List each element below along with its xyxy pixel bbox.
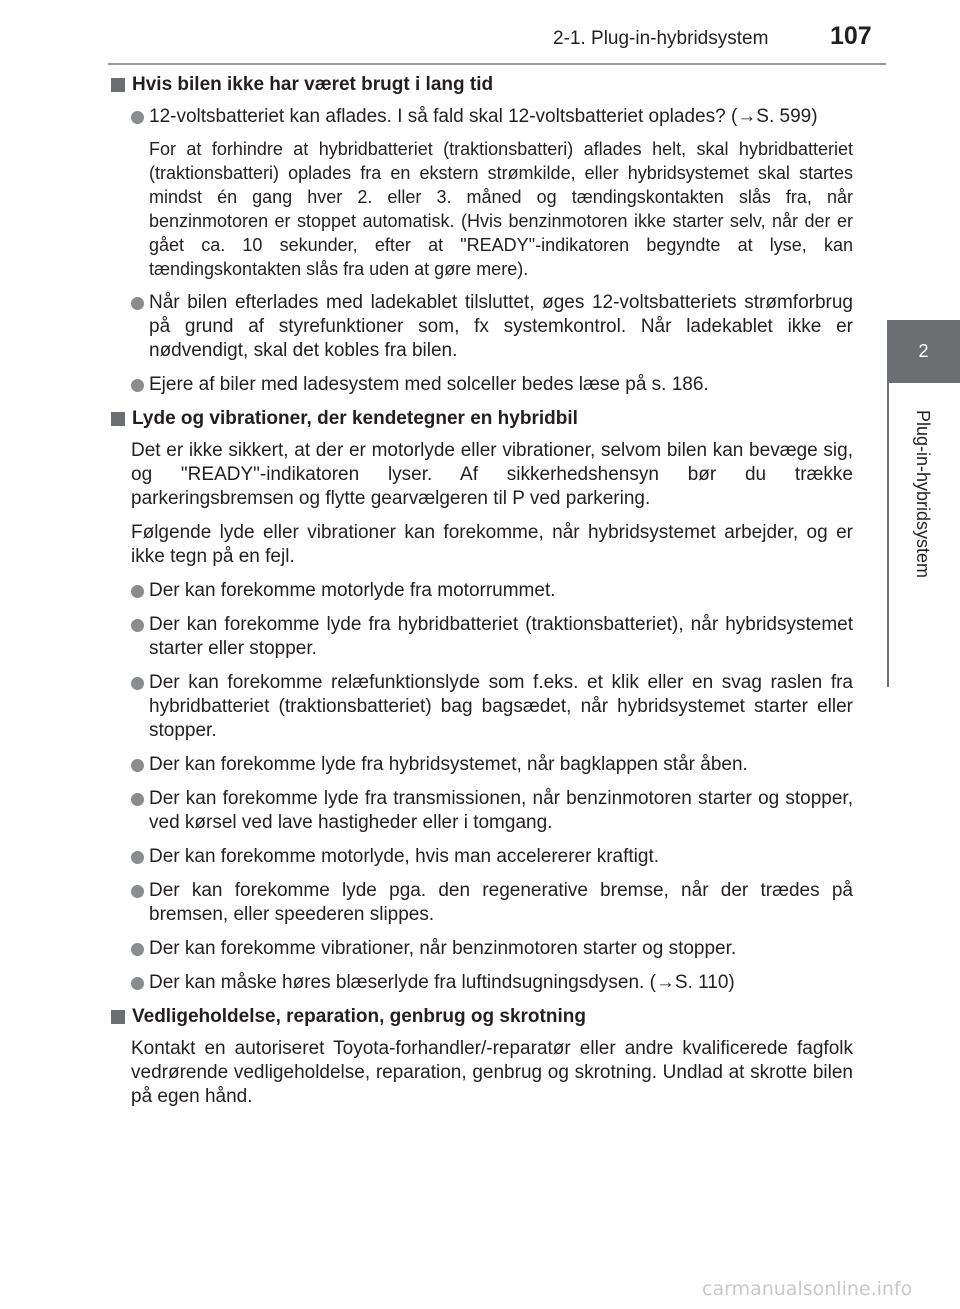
list-item: Der kan forekomme lyde fra hybridsystemet, når bagklappen står åben.	[111, 753, 853, 777]
page-number: 107	[830, 22, 872, 50]
list-item: Der kan forekomme vibrationer, når benzinmotoren starter og stopper.	[111, 937, 853, 961]
round-bullet-icon	[131, 379, 144, 392]
section-heading: Vedligeholdelse, reparation, genbrug og skrotning	[111, 1005, 853, 1029]
section-heading: Hvis bilen ikke har været brugt i lang tid	[111, 73, 853, 97]
section-title: 2-1. Plug-in-hybridsystem	[553, 28, 769, 49]
section-heading: Lyde og vibrationer, der kendetegner en hybridbil	[111, 407, 853, 431]
chapter-tab	[887, 320, 960, 383]
round-bullet-icon	[131, 943, 144, 956]
list-item: Når bilen efterlades med ladekablet tilsluttet, øges 12-voltsbatteriets strømforbrug på grund af styrefunktioner som, fx systemkontrol. Når ladekablet ikke er nødvendigt, skal det kobles fra bilen.	[111, 291, 853, 363]
list-item: Der kan forekomme lyde pga. den regenerative bremse, når der trædes på bremsen, eller speederen slippes.	[111, 879, 853, 927]
body-paragraph: Kontakt en autoriseret Toyota-forhandler/-reparatør eller andre kvalificerede fagfolk vedrørende vedligeholdelse, reparation, genbrug og skrotning. Undlad at skrotte bilen på egen hånd.	[131, 1038, 853, 1107]
round-bullet-icon	[131, 297, 144, 310]
square-bullet-icon	[111, 78, 125, 92]
square-bullet-icon	[111, 412, 125, 426]
round-bullet-icon	[131, 111, 144, 124]
list-item: Der kan forekomme relæfunktionslyde som f.eks. et klik eller en svag raslen fra hybridbatteriet (traktionsbatteriet) bag bagsædet, når hybridsystemet starter eller stopper.	[111, 671, 853, 743]
note-paragraph: For at forhindre at hybridbatteriet (traktionsbatteri) aflades helt, skal hybridbatteriet (traktionsbatteri) oplades fra en ekstern strømkilde, eller hybridsystemet skal startes mindst én gang hver 2. eller 3. måned og tændingskontakten slås fra, når benzinmotoren er stoppet automatisk. (Hvis benzinmotoren ikke starter selv, når der er gået ca. 10 sekunder, efter at "READY"-indikatoren begyndte at lyse, kan tændingskontakten slås fra uden at gøre mere).	[149, 139, 853, 279]
square-bullet-icon	[111, 1010, 125, 1024]
round-bullet-icon	[131, 851, 144, 864]
body-paragraph: Det er ikke sikkert, at der er motorlyde eller vibrationer, selvom bilen kan bevæge sig, og "READY"-indikatoren lyser. Af sikkerhedshensyn bør du trække parkeringsbremsen og flytte gearvælgeren til P ved parkering.	[131, 440, 853, 509]
round-bullet-icon	[131, 759, 144, 772]
list-item: Der kan forekomme lyde fra hybridbatteriet (traktionsbatteriet), når hybridsystemet starter eller stopper.	[111, 613, 853, 661]
chapter-label: Plug-in-hybridsystem	[913, 410, 933, 579]
page-content	[111, 73, 853, 1119]
watermark: carmanualsonline.info	[702, 1278, 913, 1300]
body-paragraph: Følgende lyde eller vibrationer kan forekomme, når hybridsystemet arbejder, og er ikke tegn på en fejl.	[131, 522, 853, 567]
list-item: Der kan forekomme lyde fra transmissionen, når benzinmotoren starter og stopper, ved kørsel ved lave hastigheder eller i tomgang.	[111, 787, 853, 835]
round-bullet-icon	[131, 619, 144, 632]
list-item: 12-voltsbatteriet kan aflades. I så fald skal 12-voltsbatteriet oplades? (→S. 599)	[111, 105, 853, 129]
round-bullet-icon	[131, 585, 144, 598]
chapter-number: 2	[918, 341, 929, 361]
list-item: Der kan måske høres blæserlyde fra luftindsugningsdysen. (→S. 110)	[111, 971, 853, 995]
header-divider	[108, 63, 886, 65]
list-item: Ejere af biler med ladesystem med solceller bedes læse på s. 186.	[111, 373, 853, 397]
round-bullet-icon	[131, 677, 144, 690]
round-bullet-icon	[131, 793, 144, 806]
list-item: Der kan forekomme motorlyde fra motorrummet.	[111, 579, 853, 603]
list-item: Der kan forekomme motorlyde, hvis man accelererer kraftigt.	[111, 845, 853, 869]
round-bullet-icon	[131, 885, 144, 898]
round-bullet-icon	[131, 977, 144, 990]
